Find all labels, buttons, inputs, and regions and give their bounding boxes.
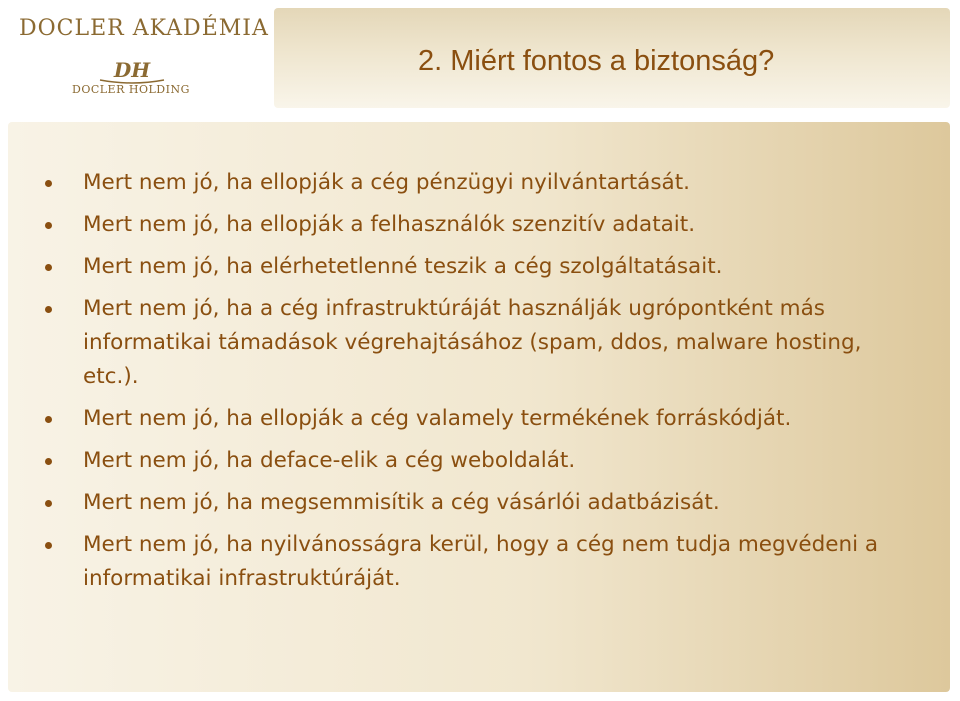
bullet-dot-icon — [45, 222, 52, 229]
bullet-item — [8, 402, 913, 436]
bullet-dot-icon — [45, 416, 52, 423]
bullet-item — [8, 208, 913, 242]
bullet-item — [8, 292, 913, 394]
bullet-dot-icon — [45, 306, 52, 313]
bullet-text: Mert nem jó, ha megsemmisítik a cég vásárlói adatbázisát. — [83, 490, 720, 515]
title-banner — [274, 8, 950, 108]
content-panel — [8, 122, 950, 692]
company-logo — [0, 0, 270, 110]
bullet-text: Mert nem jó, ha elérhetetlenné teszik a cég szolgáltatásait. — [83, 254, 723, 279]
slide-title: 2. Miért fontos a biztonság? — [418, 45, 775, 77]
logo-holding-text: DOCLER HOLDING — [72, 83, 190, 96]
dh-monogram-icon — [96, 56, 168, 86]
bullet-text: Mert nem jó, ha nyilvánosságra kerül, hogy a cég nem tudja megvédeni a informatikai infrastruktúráját. — [83, 532, 879, 591]
bullet-dot-icon — [45, 500, 52, 507]
bullet-text: Mert nem jó, ha deface-elik a cég weboldalát. — [83, 448, 576, 473]
bullet-dot-icon — [45, 180, 52, 187]
bullet-dot-icon — [45, 264, 52, 271]
bullet-item — [8, 486, 913, 520]
bullet-item — [8, 166, 913, 200]
bullet-text: Mert nem jó, ha ellopják a cég valamely termékének forráskódját. — [83, 406, 792, 431]
bullet-text: Mert nem jó, ha ellopják a felhasználók szenzitív adatait. — [83, 212, 696, 237]
bullet-dot-icon — [45, 458, 52, 465]
bullet-dot-icon — [45, 542, 52, 549]
bullet-list — [8, 166, 913, 604]
logo-academia-text: DOCLER AKADÉMIA — [19, 16, 269, 41]
bullet-item — [8, 528, 913, 596]
bullet-item — [8, 250, 913, 284]
bullet-item — [8, 444, 913, 478]
bullet-text: Mert nem jó, ha ellopják a cég pénzügyi nyilvántartását. — [83, 170, 690, 195]
bullet-text: Mert nem jó, ha a cég infrastruktúráját használják ugrópontként más informatikai támadások végrehajtásához (spam, ddos, malware hosting, etc.). — [83, 296, 862, 389]
logo-mark-text: DH — [113, 58, 151, 82]
